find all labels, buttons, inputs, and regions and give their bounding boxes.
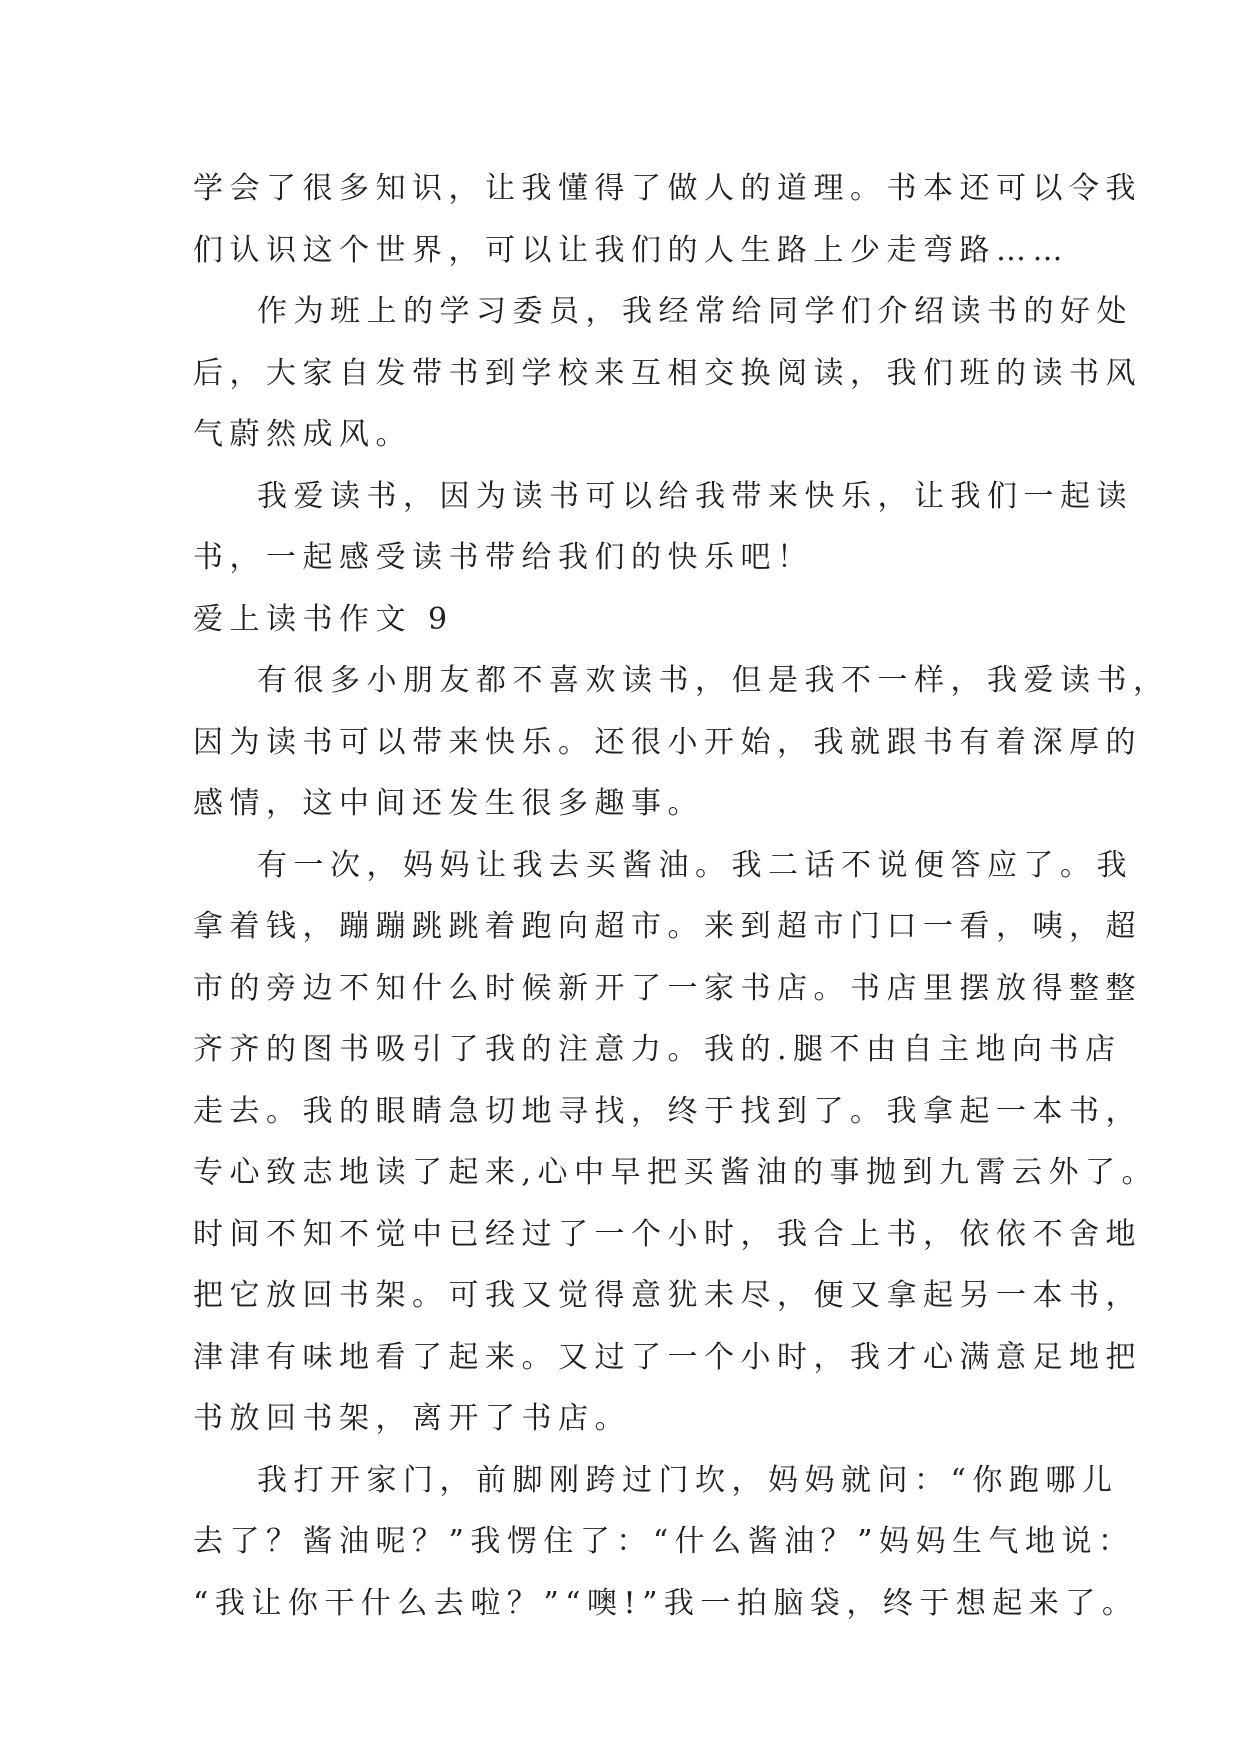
text-line: 学会了很多知识，让我懂得了做人的道理。书本还可以令我	[193, 171, 1142, 206]
text-line: 我打开家门，前脚刚跨过门坎，妈妈就问：“你跑哪儿	[257, 1462, 1119, 1498]
text-line: 书，一起感受读书带给我们的快乐吧！	[193, 540, 814, 575]
text-line: “我让你干什么去啦？”“噢!”我一拍脑袋，终于想起来了。	[193, 1585, 1139, 1621]
text-line: 走去。我的眼睛急切地寻找，终于找到了。我拿起一本书，	[193, 1093, 1142, 1129]
text-line: 感情，这中间还发生很多趣事。	[193, 786, 704, 821]
paragraph	[193, 1450, 1139, 1635]
paragraph	[193, 158, 1142, 281]
document-body	[193, 158, 1170, 1634]
text-line: 书放回书架，离开了书店。	[193, 1401, 631, 1436]
text-line: 因为读书可以带来快乐。还很小开始，我就跟书有着深厚的	[193, 724, 1142, 760]
paragraph	[193, 281, 1142, 466]
text-line: 有一次，妈妈让我去买酱油。我二话不说便答应了。我	[257, 847, 1133, 883]
text-line: 时间不知不觉中已经过了一个小时，我合上书，依依不舍地	[193, 1216, 1142, 1252]
text-line: 拿着钱，蹦蹦跳跳着跑向超市。来到超市门口一看，咦，超	[193, 909, 1142, 944]
paragraph	[193, 466, 1133, 589]
text-line: 齐齐的图书吸引了我的注意力。我的.腿不由自主地向书店	[193, 1032, 1122, 1067]
text-line: 作为班上的学习委员，我经常给同学们介绍读书的好处	[257, 294, 1133, 329]
text-line: 气蔚然成风。	[193, 417, 412, 452]
text-line: 把它放回书架。可我又觉得意犹未尽，便又拿起另一本书，	[193, 1278, 1142, 1313]
text-line: 市的旁边不知什么时候新开了一家书店。书店里摆放得整整	[193, 970, 1142, 1006]
text-line: 们认识这个世界，可以让我们的人生路上少走弯路……	[193, 232, 1069, 268]
paragraph	[193, 650, 1170, 835]
text-line: 专心致志地读了起来,心中早把买酱油的事抛到九霄云外了。	[193, 1155, 1159, 1190]
section-title: 爱上读书作文 9	[193, 601, 454, 637]
text-line: 后，大家自发带书到学校来互相交换阅读，我们班的读书风	[193, 355, 1142, 391]
text-line: 津津有味地看了起来。又过了一个小时，我才心满意足地把	[193, 1339, 1142, 1375]
text-line: 我爱读书，因为读书可以给我带来快乐，让我们一起读	[257, 478, 1133, 514]
text-line: 去了？酱油呢？”我愣住了：“什么酱油？”妈妈生气地说：	[193, 1524, 1135, 1559]
paragraph	[193, 835, 1159, 1450]
text-line: 有很多小朋友都不喜欢读书，但是我不一样，我爱读书，	[257, 663, 1170, 698]
